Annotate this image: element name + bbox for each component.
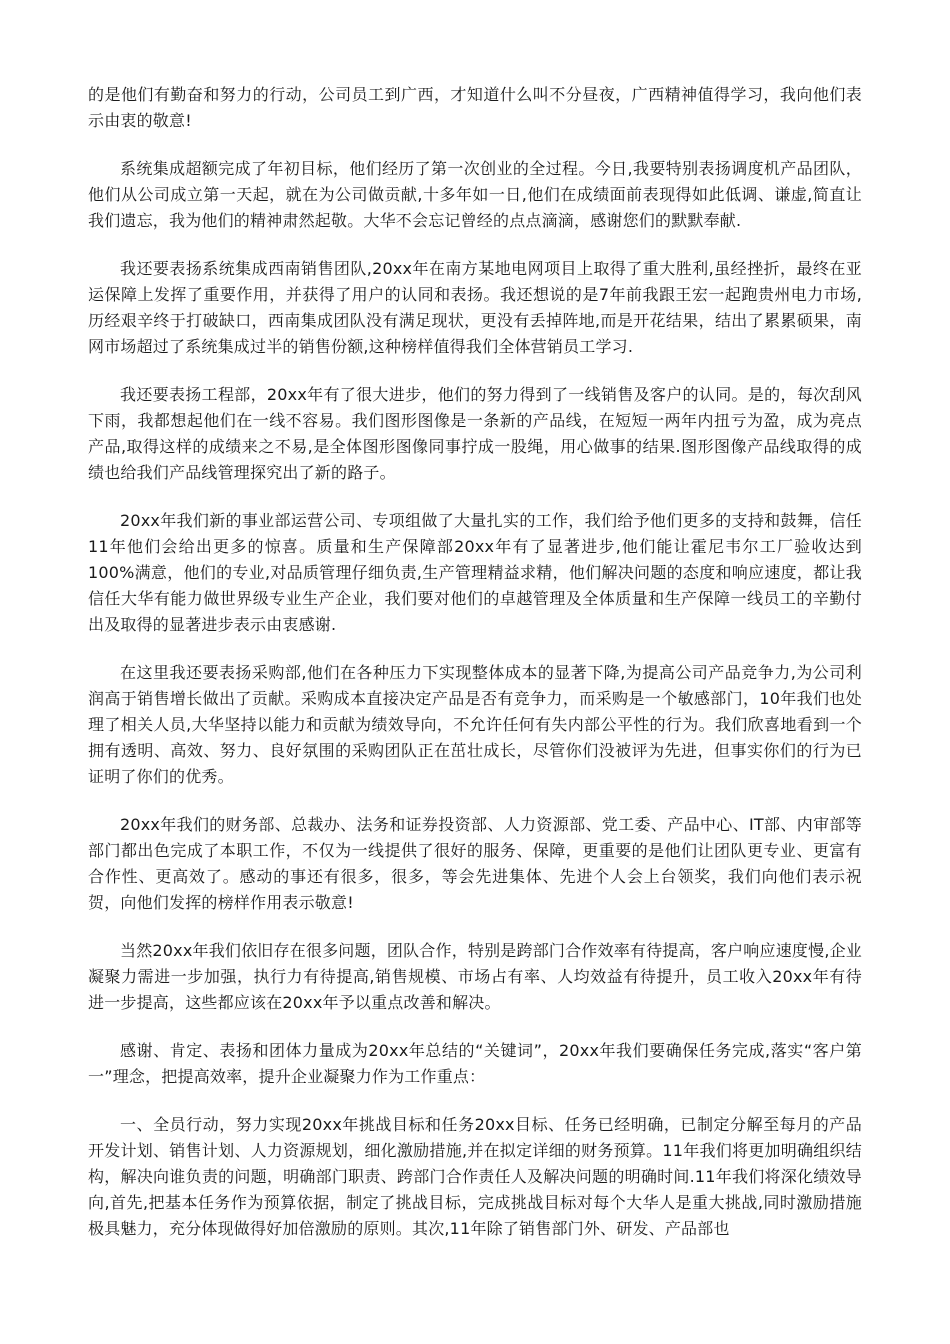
paragraph-continuation: 的是他们有勤奋和努力的行动，公司员工到广西，才知道什么叫不分昼夜，广西精神值得学习，我向他们表示由衷的敬意! bbox=[88, 85, 862, 130]
paragraph-problems: 当然20xx年我们依旧存在很多问题，团队合作，特别是跨部门合作效率有待提高，客户响应速度慢,企业凝聚力需进一步加强，执行力有待提高,销售规模、市场占有率、人均效益有待提升，员工收入20xx年有待进一步提高，这些都应该在20xx年予以重点改善和解决。 bbox=[88, 941, 862, 1012]
paragraph-engineering: 我还要表扬工程部，20xx年有了很大进步，他们的努力得到了一线销售及客户的认同。是的，每次刮风下雨，我都想起他们在一线不容易。我们图形图像是一条新的产品线，在短短一两年内扭亏为盈，成为亮点产品,取得这样的成绩来之不易,是全体图形图像同事拧成一股绳，用心做事的结果.图形图像产品线取得的成绩也给我们产品线管理探究出了新的路子。 bbox=[88, 385, 862, 482]
paragraph-keywords: 感谢、肯定、表扬和团体力量成为20xx年总结的“关键词”，20xx年我们要确保任务完成,落实“客户第一”理念，把提高效率，提升企业凝聚力作为工作重点： bbox=[88, 1041, 862, 1086]
paragraph-support-departments: 20xx年我们的财务部、总裁办、法务和证券投资部、人力资源部、党工委、产品中心、IT部、内审部等部门都出色完成了本职工作，不仅为一线提供了很好的服务、保障，更重要的是他们让团队更专业、更富有合作性、更高效了。感动的事还有很多，很多，等会先进集体、先进个人会上台领奖，我们向他们表示祝贺，向他们发挥的榜样作用表示敬意! bbox=[88, 815, 862, 912]
paragraph-procurement: 在这里我还要表扬采购部,他们在各种压力下实现整体成本的显著下降,为提高公司产品竞争力,为公司利润高于销售增长做出了贡献。采购成本直接决定产品是否有竞争力，而采购是一个敏感部门，10年我们也处理了相关人员,大华坚持以能力和贡献为绩效导向，不允许任何有失内部公平性的行为。我们欣喜地看到一个拥有透明、高效、努力、良好氛围的采购团队正在茁壮成长，尽管你们没被评为先进，但事实你们的行为已证明了你们的优秀。 bbox=[88, 663, 862, 786]
document-body bbox=[88, 82, 862, 1242]
paragraph-action-plan: 一、全员行动，努力实现20xx年挑战目标和任务20xx目标、任务已经明确，已制定分解至每月的产品开发计划、销售计划、人力资源规划，细化激励措施,并在拟定详细的财务预算。11年我们将更加明确组织结构，解决向谁负责的问题，明确部门职责、跨部门合作责任人及解决问题的明确时间.11年我们将深化绩效导向,首先,把基本任务作为预算依据，制定了挑战目标，完成挑战目标对每个大华人是重大挑战,同时激励措施极具魅力，充分体现做得好加倍激励的原则。其次,11年除了销售部门外、研发、产品部也 bbox=[88, 1115, 862, 1238]
paragraph-business-units: 20xx年我们新的事业部运营公司、专项组做了大量扎实的工作，我们给予他们更多的支持和鼓舞，信任11年他们会给出更多的惊喜。质量和生产保障部20xx年有了显著进步,他们能让霍尼韦尔工厂验收达到100%满意，他们的专业,对品质管理仔细负责,生产管理精益求精，他们解决问题的态度和响应速度，都让我信任大华有能力做世界级专业生产企业，我们要对他们的卓越管理及全体质量和生产保障一线员工的辛勤付出及取得的显著进步表示由衷感谢. bbox=[88, 511, 862, 634]
paragraph-southwest-sales: 我还要表扬系统集成西南销售团队,20xx年在南方某地电网项目上取得了重大胜利,虽经挫折，最终在亚运保障上发挥了重要作用，并获得了用户的认同和表扬。我还想说的是7年前我跟王宏一起跑贵州电力市场,历经艰辛终于打破缺口，西南集成团队没有满足现状，更没有丢掉阵地,而是开花结果，结出了累累硕果，南网市场超过了系统集成过半的销售份额,这种榜样值得我们全体营销员工学习. bbox=[88, 259, 862, 356]
paragraph-system-integration: 系统集成超额完成了年初目标，他们经历了第一次创业的全过程。今日,我要特别表扬调度机产品团队，他们从公司成立第一天起，就在为公司做贡献,十多年如一日,他们在成绩面前表现得如此低调、谦虚,简直让我们遗忘，我为他们的精神肃然起敬。大华不会忘记曾经的点点滴滴，感谢您们的默默奉献. bbox=[88, 159, 862, 230]
